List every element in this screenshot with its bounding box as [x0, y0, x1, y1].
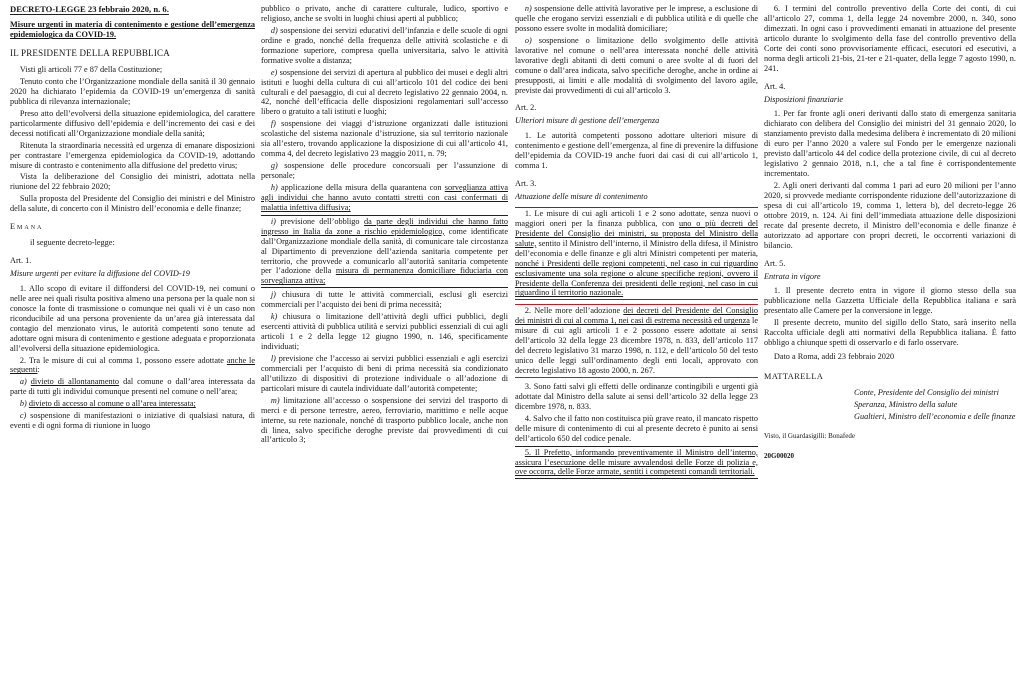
item-n: n) sospensione delle attività lavorative per le imprese, a esclusione di quelle che erogano servizi essenziali e di pubblica utilità e di quelle che possono essere svolte in modalità domiciliare;: [515, 4, 758, 33]
item-b: b) divieto di accesso al comune o all’area interessata;: [19, 399, 196, 409]
item-d: d) sospensione dei servizi educativi dell’infanzia e delle scuole di ogni ordine e grado, nonché della frequenza delle attività scolastiche e di formazione superiore, compresa quella universitaria, salvo le attività formative svolte a distanza;: [261, 25, 508, 65]
art4-comma1: 1. Per far fronte agli oneri derivanti dallo stato di emergenza sanitaria dichiarato con delibera del Consiglio dei ministri del 31 gennaio 2020, lo stanziamento previsto dalla medesima delibera è incrementato di 20 milioni di euro per l’anno 2020 a valere sul Fondo per le emergenze nazionali previsto dall’articolo 44 del codice della protezione civile, di cui al decreto legislativo 2 gennaio 2018, n.1, che a tal fine è corrispondentemente incrementato.: [764, 109, 1016, 179]
art1-heading: Art. 1.: [10, 256, 32, 266]
column-4: [764, 4, 1016, 463]
art2-comma1: 1. Le autorità competenti possono adottare ulteriori misure di contenimento e gestione dell’emergenza, al fine di prevenire la diffusione dell’epidemia da COVID-19 anche fuori dai casi di cui all’articolo 1, comma 1.: [515, 131, 758, 171]
signer-gualtieri: Gualtieri, Ministro dell’economia e delle finanze: [854, 411, 1016, 421]
art3-comma1: 1. Le misure di cui agli articoli 1 e 2 sono adottate, senza nuovi o maggiori oneri per la finanza pubblica, con uno o più decreti del Presidente del Consiglio dei ministri, su proposta del Ministro della salute, sentito il Ministro dell’interno, il Ministro della difesa, il Ministro dell’economia e delle finanze e gli altri Ministri competenti per materia, nonché i Presidenti delle regioni competenti, nel caso in cui riguardino esclusivamente una sola regione o alcune specifiche regioni, ovvero il Presidente della Conferenza dei presidenti delle regioni, nel caso in cui riguardino il territorio nazionale.: [515, 207, 758, 300]
art2-heading: Art. 2.: [515, 103, 537, 113]
item-c: c) sospensione di manifestazioni o iniziative di qualsiasi natura, di eventi e di ogni forma di riunione in luogo: [10, 411, 255, 431]
art3-comma5: 5. Il Prefetto, informando preventivamente il Ministro dell’interno, assicura l’esecuzione delle misure avvalendosi delle Forze di polizia e, ove occorra, delle Forze armate, sentiti i competenti comandi territoriali.: [515, 446, 758, 480]
column-2: [261, 4, 508, 447]
preamble-5: Vista la deliberazione del Consiglio dei ministri, adottata nella riunione del 22 febbraio 2020;: [10, 172, 255, 192]
item-j: j) chiusura di tutte le attività commerciali, esclusi gli esercizi commerciali per l’acquisto dei beni di prima necessità;: [261, 290, 508, 310]
column-1: [10, 4, 255, 433]
art1-subtitle: Misure urgenti per evitare la diffusione del COVID-19: [10, 269, 190, 278]
preamble-4: Ritenuta la straordinaria necessità ed urgenza di emanare disposizioni per contrastare l’emergenza epidemiologica da COVID-19, adottando misure di contrasto e contenimento alla diffusione del predetto virus;: [10, 140, 255, 170]
decree-header: DECRETO-LEGGE 23 febbraio 2020, n. 6.: [10, 4, 169, 14]
art3-subtitle: Attuazione delle misure di contenimento: [515, 192, 648, 201]
item-f: f) sospensione dei viaggi d’istruzione organizzati dalle istituzioni scolastiche del sistema nazionale d’istruzione, sia sul territorio nazionale sia all’estero, trovando applicazione la disposizione di cui all’articolo 41, comma 4, del decreto legislativo 23 maggio 2011, n. 79;: [261, 119, 508, 159]
item-e: e) sospensione dei servizi di apertura al pubblico dei musei e degli altri istituti e luoghi della cultura di cui all’articolo 101 del codice dei beni culturali e del paesaggio, di cui al decreto legislativo 22 gennaio 2004, n. 42, nonché dell’efficacia delle disposizioni regolamentari sull’accesso libero o gratuito a tali istituti e luoghi;: [261, 67, 508, 117]
seguente-line: il seguente decreto-legge:: [30, 238, 115, 248]
gazette-code: 20G00020: [764, 452, 794, 461]
item-o: o) sospensione o limitazione dello svolgimento delle attività lavorative nel comune o nell’area interessata nonché delle attività lavorative degli abitanti di detti comuni o aree svolte al di fuori del comune o dall’area indicata, salvo specifiche deroghe, anche in ordine ai presupposti, ai limiti e alle modalità di svolgimento del lavoro agile, previste dai provvedimenti di cui all’articolo 3.: [515, 35, 758, 95]
visto-guardasigilli: Visto, il Guardasigilli: Bonafede: [764, 431, 855, 440]
item-g: g) sospensione delle procedure concorsuali per l’assunzione di personale;: [261, 161, 508, 180]
art5-subtitle: Entrata in vigore: [764, 271, 821, 281]
art3-comma6: 6. I termini del controllo preventivo della Corte dei conti, di cui all’articolo 27, comma 1, della legge 24 novembre 2000, n. 340, sono dimezzati. In ogni caso i provvedimenti emanati in attuazione del presente articolo durante lo svolgimento della fase del controllo preventivo della Corte dei conti sono provvisoriamente efficaci, esecutori ed esecutivi, a norma degli articoli 21-bis, 21-ter e 21-quater, della legge 7 agosto 1990, n. 241.: [764, 4, 1016, 73]
art1-comma1: 1. Allo scopo di evitare il diffondersi del COVID-19, nei comuni o nelle aree nei quali risulta positiva almeno una persona per la quale non si conosce la fonte di trasmissione o comunque nei quali vi è un caso non riconducibile ad una persona proveniente da un’area già interessata dal contagio del menzionato virus, le autorità competenti sono tenute ad adottare ogni misura di contenimento e gestione adeguata e proporzionata all’evolversi della situazione epidemiologica.: [10, 283, 255, 353]
art5-heading: Art. 5.: [764, 258, 786, 268]
item-m: m) limitazione all’accesso o sospensione dei servizi del trasporto di merci e di persone terrestre, aereo, ferroviario, marittimo e nelle acque interne, su rete nazionale, nonché di trasporto pubblico locale, anche non di linea, salvo specifiche deroghe previste dai provvedimenti di cui all’articolo 3;: [261, 395, 508, 445]
item-c-continued: pubblico o privato, anche di carattere culturale, ludico, sportivo e religioso, anche se svolti in luoghi chiusi aperti al pubblico;: [261, 4, 508, 23]
art4-subtitle: Disposizioni finanziarie: [764, 94, 844, 104]
item-a: a) divieto di allontanamento dal comune o dall’area interessata da parte di tutti gli individui comunque presenti nel comune o nell’area;: [10, 377, 255, 397]
art4-comma2: 2. Agli oneri derivanti dal comma 1 pari ad euro 20 milioni per l’anno 2020, si provvede mediante corrispondente riduzione dell’autorizzazione di spesa di cui all’articolo 19, comma 1, lettera b), del decreto-legge 26 ottobre 2019, n. 124. Ai fini dell’immediata attuazione delle disposizioni recate dal presente decreto, il Ministro dell’economia e delle finanze è autorizzato ad apportare con propri decreti, le occorrenti variazioni di bilancio.: [764, 181, 1016, 250]
preamble-6: Sulla proposta del Presidente del Consiglio dei ministri e del Ministro della salute, di concerto con il Ministro dell’economia e delle finanze;: [10, 194, 255, 214]
signer-conte: Conte, Presidente del Consiglio dei ministri: [854, 387, 999, 397]
art4-heading: Art. 4.: [764, 81, 786, 91]
emana-heading: Emana: [10, 222, 44, 232]
art3-comma4: 4. Salvo che il fatto non costituisca più grave reato, il mancato rispetto delle misure di contenimento di cui al presente decreto è punito ai sensi dell’articolo 650 del codice penale.: [515, 413, 758, 443]
art3-comma3: 3. Sono fatti salvi gli effetti delle ordinanze contingibili e urgenti già adottate dal Ministro della salute ai sensi dell’articolo 32 della legge 23 dicembre 1978, n. 833.: [515, 381, 758, 411]
art2-subtitle: Ulteriori misure di gestione dell’emergenza: [515, 116, 660, 126]
art3-heading: Art. 3.: [515, 179, 537, 189]
dato-line: Dato a Roma, addì 23 febbraio 2020: [773, 352, 895, 362]
item-h: h) applicazione della misura della quarantena con sorveglianza attiva agli individui che hanno avuto contatti stretti con casi confermati di malattia infettiva diffusiva;: [261, 182, 508, 212]
signer-speranza: Speranza, Ministro della salute: [854, 399, 958, 409]
item-l: l) previsione che l’accesso ai servizi pubblici essenziali e agli esercizi commerciali per l’acquisto di beni di prima necessità sia condizionato all’utilizzo di dispositivi di protezione individuale o all’adozione di particolari misure di cautela individuate dall’autorità competente;: [261, 353, 508, 393]
preamble-1: Visti gli articoli 77 e 87 della Costituzione;: [19, 65, 163, 75]
signer-name: MATTARELLA: [764, 372, 824, 381]
item-i: i) previsione dell’obbligo da parte degli individui che hanno fatto ingresso in Italia da zone a rischio epidemiologico, come identificate dall’Organizzazione mondiale della sanità, di comunicare tale circostanza al Dipartimento di prevenzione dell’azienda sanitaria competente per territorio, che provvede a comunicarlo all’autorità sanitaria competente per l’adozione della misura di permanenza domiciliare fiduciaria con sorveglianza attiva;: [261, 215, 508, 289]
art5-comma1: 1. Il presente decreto entra in vigore il giorno stesso della sua pubblicazione nella Gazzetta Ufficiale della Repubblica italiana e sarà presentato alle Camere per la conversione in legge.: [764, 286, 1016, 316]
art3-comma2: 2. Nelle more dell’adozione dei decreti del Presidente del Consiglio dei ministri di cui al comma 1, nei casi di estrema necessità ed urgenza le misure di cui agli articoli 1 e 2 possono essere adottate ai sensi dell’articolo 32 della legge 23 dicembre 1978, n. 833, dell’articolo 117 del decreto legislativo 31 marzo 1998, n. 112, e dell’articolo 50 del testo unico delle leggi sull’ordinamento degli enti locali, approvato con decreto legislativo 18 agosto 2000, n. 267.: [515, 304, 758, 378]
decree-title: Misure urgenti in materia di contenimento e gestione dell’emergenza epidemiologica da COVID-19.: [10, 20, 255, 40]
preamble-2: Tenuto conto che l’Organizzazione mondiale della sanità il 30 gennaio 2020 ha dichiarato l’epidemia da COVID-19 un’emergenza di sanità pubblica di rilevanza internazionale;: [10, 77, 255, 106]
art1-comma2: 2. Tra le misure di cui al comma 1, possono essere adottate anche le seguenti:: [10, 355, 255, 375]
president-heading: IL PRESIDENTE DELLA REPUBBLICA: [10, 48, 170, 59]
preamble-3: Preso atto dell’evolversi della situazione epidemiologica, del carattere particolarmente diffusivo dell’epidemia e dell’incremento dei casi e dei decessi notificati all’Organizzazione mondiale della sanità;: [10, 108, 255, 138]
item-k: k) chiusura o limitazione dell’attività degli uffici pubblici, degli esercenti attività di pubblica utilità e servizi pubblici essenziali di cui agli articoli 1 e 2 della legge 12 giugno 1990, n. 146, specificamente individuati;: [261, 312, 508, 351]
column-3: [515, 4, 758, 481]
art5-comma2: Il presente decreto, munito del sigillo dello Stato, sarà inserito nella Raccolta ufficiale degli atti normativi della Repubblica italiana. È fatto obbligo a chiunque spetti di osservarlo e di farlo osservare.: [764, 318, 1016, 348]
